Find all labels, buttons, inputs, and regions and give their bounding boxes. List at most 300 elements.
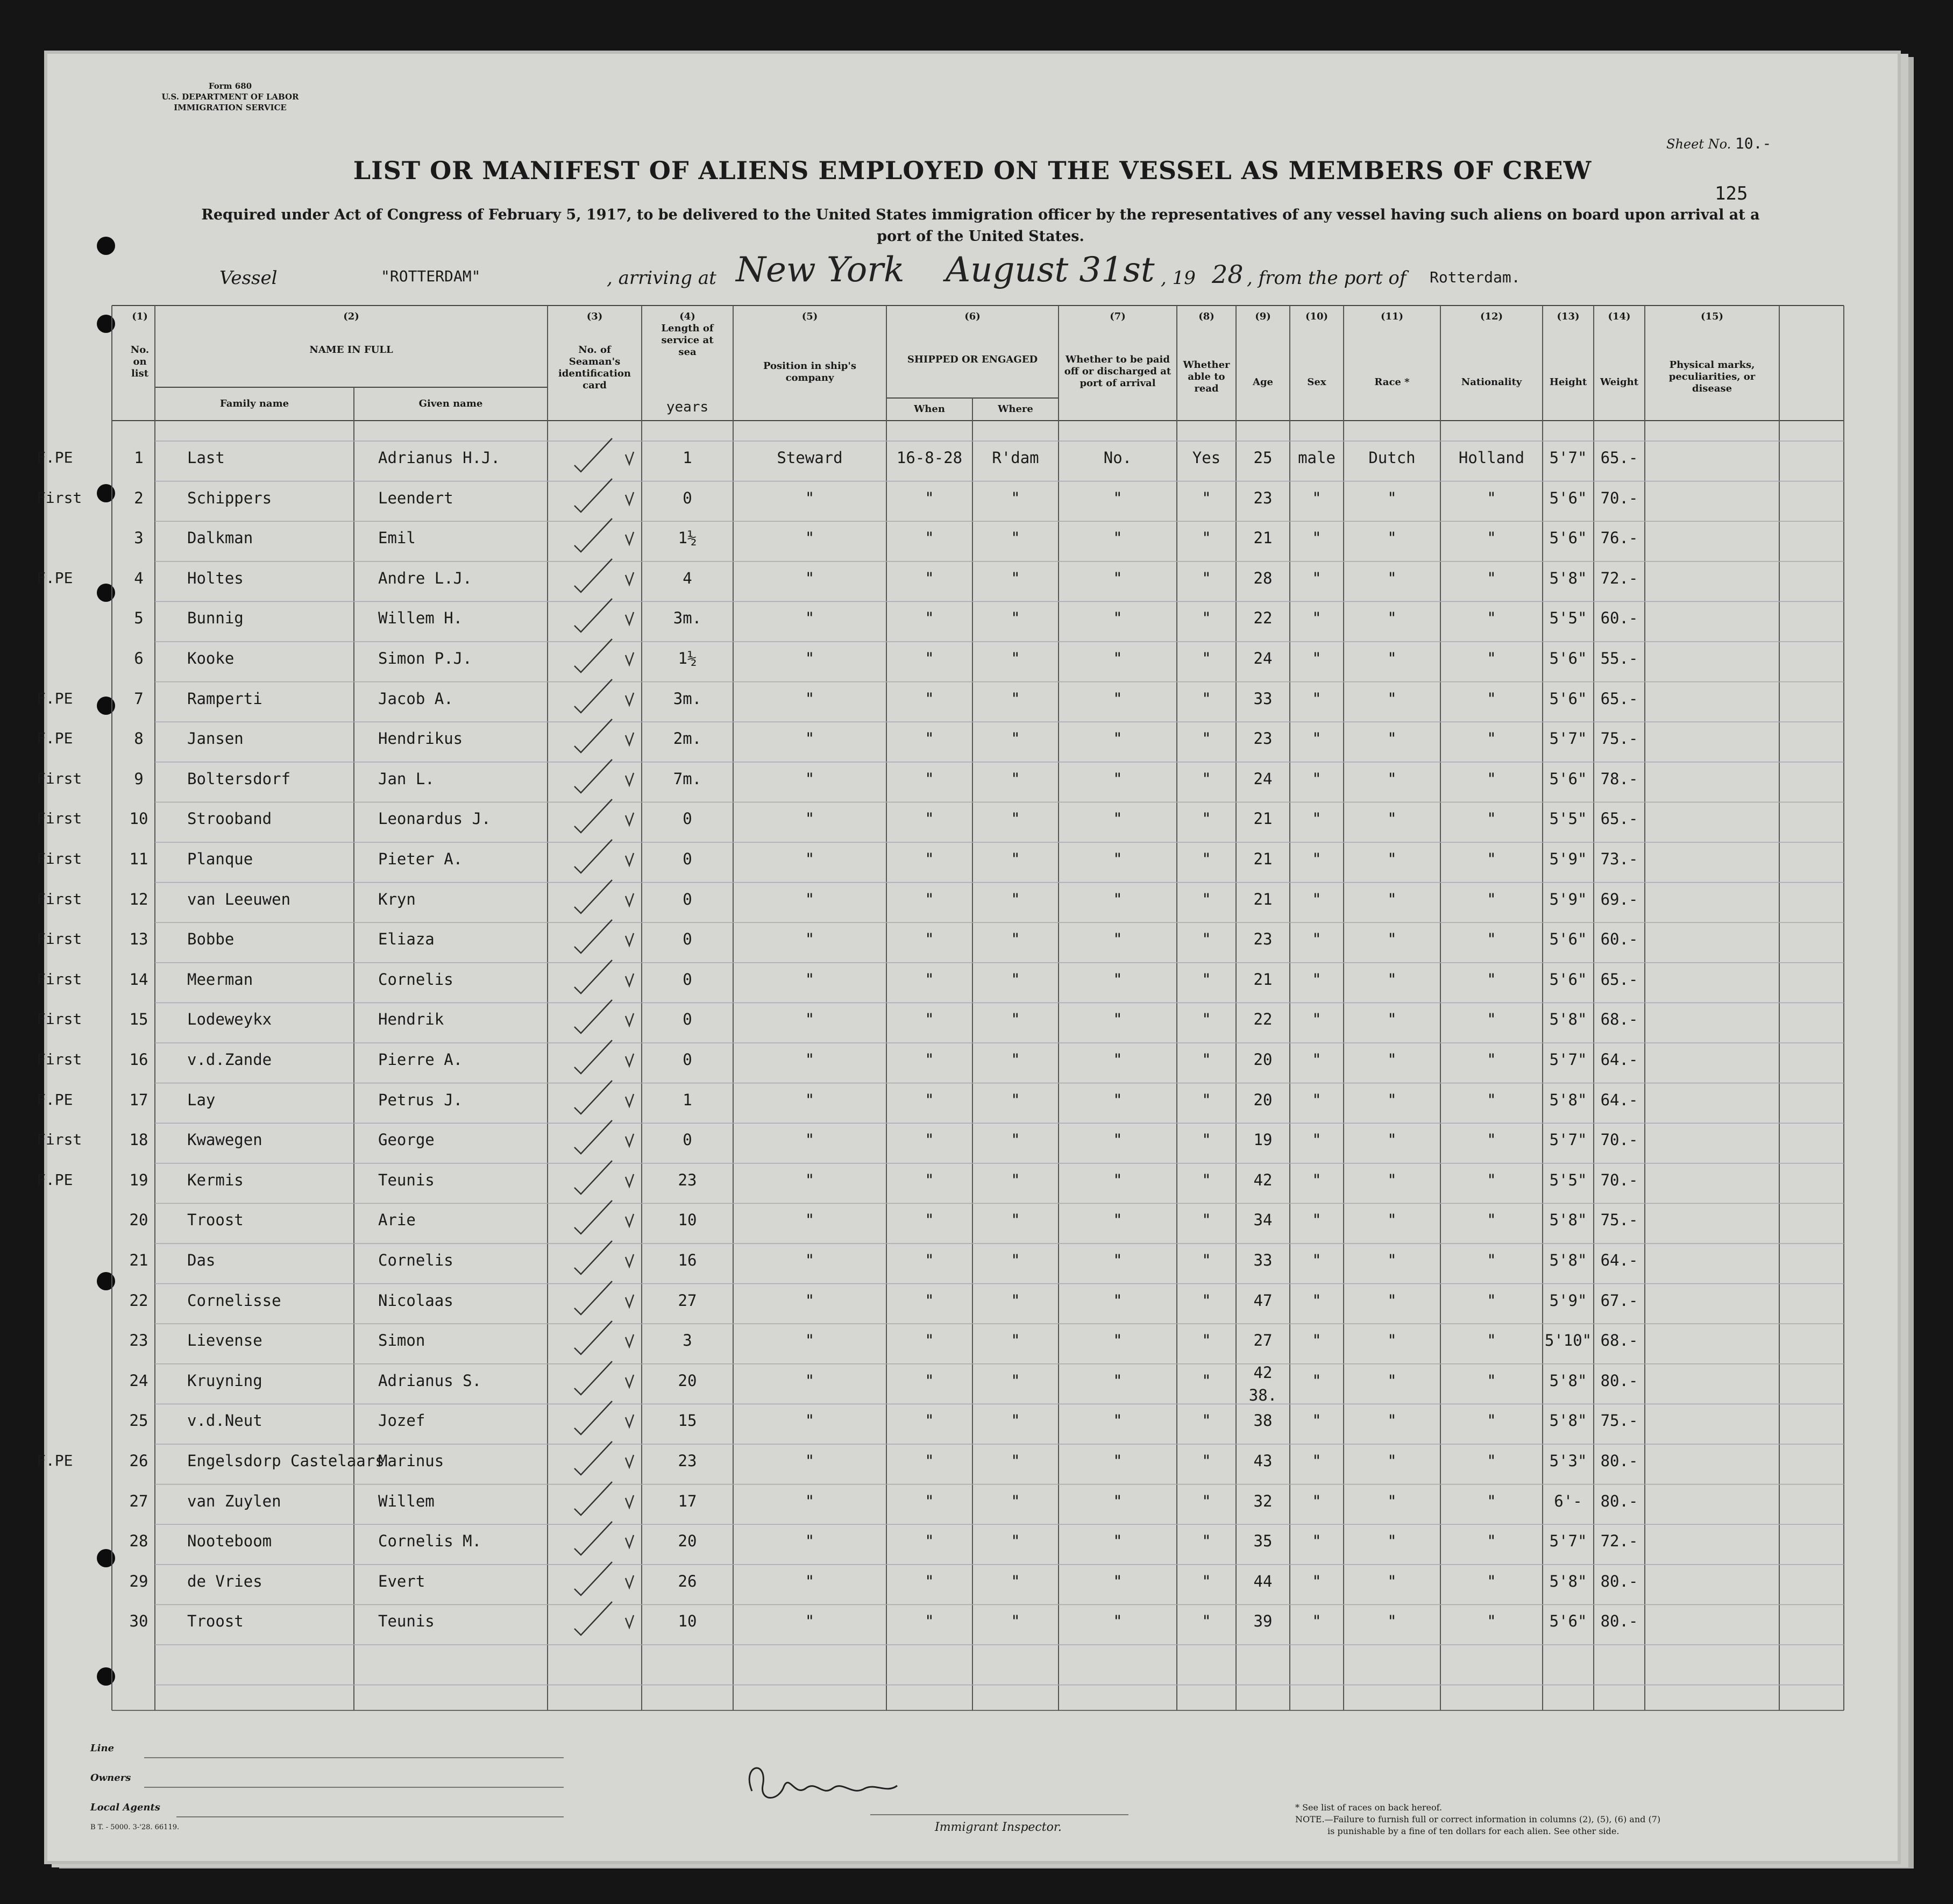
shipped-where: " [1011,649,1020,667]
family-name: van Zuylen [187,1491,281,1510]
able-to-read: " [1202,1170,1211,1189]
check-mark-icon [564,473,666,516]
family-name: Planque [187,850,253,868]
col-9-number: (9) [1255,311,1271,322]
shipped-where: " [1011,850,1020,868]
paid-off: " [1113,609,1123,628]
given-name: Teunis [378,1612,435,1631]
weight: 65.- [1600,689,1638,708]
able-to-read: Yes [1192,449,1221,467]
paid-off: " [1113,729,1123,748]
given-name: Simon P.J. [378,649,472,667]
weight: 65.- [1600,809,1638,828]
shipped-when: " [925,1131,934,1149]
sex: " [1312,1211,1322,1230]
weight: 80.- [1600,1371,1638,1390]
race: " [1387,1090,1397,1109]
shipped-when: " [925,1170,934,1189]
paid-off: " [1113,769,1123,788]
age: 38 [1253,1411,1273,1430]
race: " [1387,850,1397,868]
col-6a-header: When [914,403,945,415]
row-number: 15 [129,1010,148,1029]
nationality: " [1487,1050,1496,1069]
check-mark-icon [564,955,666,998]
paid-off: " [1113,850,1123,868]
able-to-read: " [1202,1211,1211,1230]
shipped-where: " [1011,970,1020,989]
sea-service: 0 [683,930,692,949]
age: 44 [1253,1572,1273,1590]
able-to-read: " [1202,1010,1211,1029]
sea-service: 20 [678,1371,697,1390]
shipped-where: " [1011,609,1020,628]
family-name: Dalkman [187,529,253,548]
sea-service: 3m. [673,609,702,628]
shipped-where: " [1011,729,1020,748]
position: " [805,649,815,667]
able-to-read: " [1202,569,1211,587]
able-to-read: " [1202,1371,1211,1390]
row-number: 30 [129,1612,148,1631]
arriving-port: New York [736,250,905,290]
sex: " [1312,609,1322,628]
nationality: " [1487,609,1496,628]
position: " [805,1532,815,1551]
position: " [805,1331,815,1350]
race: " [1387,729,1397,748]
class-prefix: First [37,850,82,868]
race: " [1387,930,1397,949]
nationality: " [1487,1131,1496,1149]
height: 5'5" [1549,1170,1587,1189]
col-6-header: SHIPPED OR ENGAGED [907,354,1038,365]
paid-off: " [1113,1050,1123,1069]
footer-rules [144,1748,574,1818]
weight: 72.- [1600,1532,1638,1551]
sex: " [1312,1291,1322,1310]
from-port: Rotterdam. [1430,268,1521,286]
year-hand: 28 [1212,260,1244,289]
family-name: Boltersdorf [187,769,291,788]
age: 21 [1253,809,1273,828]
age: 42 [1253,1170,1273,1189]
height: 5'10" [1544,1331,1592,1350]
service: IMMIGRATION SERVICE [174,103,287,112]
weight: 75.- [1600,1411,1638,1430]
shipped-where: " [1011,1010,1020,1029]
row-number: 21 [129,1251,148,1269]
weight: 65.- [1600,449,1638,467]
row-number: 23 [129,1331,148,1350]
age: 27 [1253,1331,1273,1350]
col-12-number: (12) [1480,311,1503,322]
age-overwritten: 38. [1248,1386,1277,1404]
race: " [1387,970,1397,989]
shipped-where: " [1011,1050,1020,1069]
page-title: LIST OR MANIFEST OF ALIENS EMPLOYED ON THE VESSEL AS MEMBERS OF CREW [353,156,1592,185]
nationality: " [1487,649,1496,667]
shipped-when: " [925,1572,934,1590]
race: " [1387,689,1397,708]
age: 23 [1253,930,1273,949]
given-name: Evert [378,1572,425,1590]
col-15-number: (15) [1700,311,1724,322]
row-number: 17 [129,1090,148,1109]
weight: 60.- [1600,609,1638,628]
check-mark-icon [564,1195,666,1238]
height: 5'8" [1549,1371,1587,1390]
nationality: " [1487,890,1496,908]
age: 47 [1253,1291,1273,1310]
given-name: Jacob A. [378,689,453,708]
height: 5'7" [1549,1532,1587,1551]
col-4-header: Length of service at sea [661,323,714,358]
shipped-where: " [1011,1411,1020,1430]
shipped-when: " [925,850,934,868]
class-prefix: First [37,1010,82,1028]
race: " [1387,769,1397,788]
family-name: v.d.Neut [187,1411,262,1430]
sea-service: 0 [683,488,692,507]
shipped-when: " [925,1331,934,1350]
row-number: 18 [129,1131,148,1149]
age: 33 [1253,1251,1273,1269]
nationality: " [1487,1010,1496,1029]
class-prefix: First [37,930,82,948]
row-number: 28 [129,1532,148,1551]
row-number: 8 [134,729,144,748]
race: " [1387,1491,1397,1510]
from-label: , from the port of [1247,267,1407,289]
shipped-when: " [925,1612,934,1631]
nationality: " [1487,769,1496,788]
class-prefix: First [37,970,82,988]
sex: " [1312,1491,1322,1510]
nationality: " [1487,569,1496,587]
able-to-read: " [1202,1612,1211,1631]
position: " [805,1491,815,1510]
page-stamp-number: 125 [1715,183,1748,204]
sea-service: 0 [683,1050,692,1069]
family-name: Jansen [187,729,244,748]
shipped-when: " [925,1050,934,1069]
weight: 80.- [1600,1491,1638,1510]
weight: 80.- [1600,1572,1638,1590]
paid-off: " [1113,809,1123,828]
sex: " [1312,1572,1322,1590]
given-name: Willem [378,1491,435,1510]
shipped-where: " [1011,1211,1020,1230]
family-name: Lodeweykx [187,1010,272,1029]
race: " [1387,1251,1397,1269]
row-number: 22 [129,1291,148,1310]
sex: " [1312,488,1322,507]
family-name: Lievense [187,1331,262,1350]
vessel-name: "ROTTERDAM" [381,267,481,285]
able-to-read: " [1202,1291,1211,1310]
sea-service: 16 [678,1251,697,1269]
col-13-header: Height [1549,376,1587,388]
manifest-page [37,54,1898,1861]
class-prefix: F.PE [37,1170,73,1189]
col-13-number: (13) [1557,311,1580,322]
check-mark-icon [564,834,666,877]
paid-off: " [1113,1010,1123,1029]
shipped-where: " [1011,1251,1020,1269]
sea-service: 1½ [678,649,697,667]
shipped-when: " [925,529,934,548]
col-8-header: Whether able to read [1183,359,1230,394]
paid-off: " [1113,1211,1123,1230]
col-2a-header: Family name [219,398,289,409]
owners-label: Owners [90,1772,131,1784]
family-name: van Leeuwen [187,890,291,908]
height: 5'9" [1549,850,1587,868]
line-label: Line [90,1743,115,1754]
age: 24 [1253,769,1273,788]
position: " [805,529,815,548]
check-mark-icon [564,754,666,797]
given-name: Simon [378,1331,425,1350]
family-name: Troost [187,1211,244,1230]
class-prefix: First [37,890,82,908]
paid-off: " [1113,1491,1123,1510]
family-name: Bunnig [187,609,244,628]
age: 21 [1253,890,1273,908]
weight: 64.- [1600,1251,1638,1269]
row-number: 13 [129,930,148,949]
inspector-rule [870,1813,1139,1818]
check-mark-icon [564,433,666,476]
height: 5'6" [1549,488,1587,507]
family-name: Schippers [187,488,272,507]
position: " [805,890,815,908]
weight: 80.- [1600,1612,1638,1631]
row-number: 11 [129,850,148,868]
check-mark-icon [564,875,666,918]
race: Dutch [1368,449,1416,467]
sea-service: 4 [683,569,692,587]
check-mark-icon [564,634,666,677]
able-to-read: " [1202,970,1211,989]
col-5-header: Position in ship's company [763,360,857,383]
check-mark-icon [564,914,666,957]
inspector-label: Immigrant Inspector. [935,1821,1062,1834]
sea-service: 1 [683,1090,692,1109]
shipped-where: " [1011,569,1020,587]
col-12-header: Nationality [1461,376,1522,388]
col-2b-header: Given name [418,398,483,409]
family-name: Strooband [187,809,272,828]
shipped-where: " [1011,1491,1020,1510]
sea-service: 0 [683,1010,692,1029]
paid-off: " [1113,649,1123,667]
shipped-when: " [925,930,934,949]
given-name: Andre L.J. [378,569,472,587]
sea-service: 0 [683,890,692,908]
position: " [805,689,815,708]
row-number: 7 [134,689,144,708]
sex: " [1312,1090,1322,1109]
row-number: 29 [129,1572,148,1590]
family-name: Das [187,1251,216,1269]
family-name: Ramperti [187,689,262,708]
col-4-unit: years [666,399,709,415]
position: " [805,769,815,788]
height: 5'6" [1549,1612,1587,1631]
sex: " [1312,1371,1322,1390]
shipped-where: " [1011,890,1020,908]
sea-service: 23 [678,1452,697,1470]
able-to-read: " [1202,930,1211,949]
sex: " [1312,529,1322,548]
sex: " [1312,1452,1322,1470]
paid-off: " [1113,1411,1123,1430]
able-to-read: " [1202,890,1211,908]
class-prefix: F.PE [37,569,73,587]
shipped-when: " [925,649,934,667]
nationality: " [1487,930,1496,949]
race: " [1387,1411,1397,1430]
able-to-read: " [1202,1532,1211,1551]
sex: " [1312,1411,1322,1430]
paid-off: " [1113,1331,1123,1350]
race: " [1387,1452,1397,1470]
weight: 70.- [1600,488,1638,507]
weight: 75.- [1600,729,1638,748]
nationality: " [1487,1371,1496,1390]
sea-service: 27 [678,1291,697,1310]
check-mark-icon [564,1075,666,1118]
race: " [1387,1371,1397,1390]
check-mark-icon [564,1316,666,1359]
sea-service: 1½ [678,529,697,548]
family-name: Lay [187,1090,216,1109]
age: 39 [1253,1612,1273,1631]
position: " [805,809,815,828]
height: 5'6" [1549,649,1587,667]
nationality: " [1487,850,1496,868]
shipped-when: " [925,970,934,989]
race: " [1387,1572,1397,1590]
nationality: " [1487,1452,1496,1470]
height: 5'5" [1549,809,1587,828]
nationality: " [1487,1090,1496,1109]
race: " [1387,1050,1397,1069]
check-mark-icon [564,1035,666,1078]
row-number: 3 [134,529,144,548]
able-to-read: " [1202,1090,1211,1109]
vessel-label: Vessel [219,267,278,289]
weight: 67.- [1600,1291,1638,1310]
col-2-number: (2) [343,311,359,322]
weight: 64.- [1600,1050,1638,1069]
nationality: " [1487,488,1496,507]
age: 21 [1253,970,1273,989]
shipped-when: " [925,809,934,828]
given-name: Marinus [378,1452,444,1470]
given-name: Teunis [378,1170,435,1189]
height: 5'8" [1549,569,1587,587]
shipped-when: " [925,1411,934,1430]
class-prefix: F.PE [37,449,73,466]
age: 43 [1253,1452,1273,1470]
age: 23 [1253,488,1273,507]
check-mark-icon [564,1276,666,1319]
row-number: 10 [129,809,148,828]
weight: 73.- [1600,850,1638,868]
shipped-when: " [925,1452,934,1470]
sea-service: 17 [678,1491,697,1510]
race: " [1387,809,1397,828]
weight: 75.- [1600,1211,1638,1230]
nationality: " [1487,1331,1496,1350]
row-number: 9 [134,769,144,788]
class-prefix: First [37,1050,82,1068]
family-name: Troost [187,1612,244,1631]
weight: 70.- [1600,1131,1638,1149]
department: U.S. DEPARTMENT OF LABOR [161,92,299,102]
sex: " [1312,1532,1322,1551]
nationality: " [1487,970,1496,989]
shipped-when: " [925,609,934,628]
family-name: Bobbe [187,930,235,949]
able-to-read: " [1202,529,1211,548]
shipped-where: " [1011,1090,1020,1109]
row-number: 19 [129,1170,148,1189]
shipped-when: " [925,569,934,587]
col-6b-header: Where [998,403,1033,415]
sex: " [1312,970,1322,989]
position: " [805,1452,815,1470]
paid-off: " [1113,1572,1123,1590]
check-mark-icon [564,794,666,837]
check-mark-icon [564,1596,666,1639]
position: " [805,1612,815,1631]
row-number: 2 [134,488,144,507]
given-name: Jozef [378,1411,425,1430]
race: " [1387,1010,1397,1029]
shipped-when: " [925,1251,934,1269]
height: 5'8" [1549,1572,1587,1590]
height: 5'8" [1549,1211,1587,1230]
class-prefix: F.PE [37,1452,73,1469]
sex: " [1312,850,1322,868]
given-name: Adrianus S. [378,1371,482,1390]
height: 5'6" [1549,689,1587,708]
col-1-number: (1) [132,311,148,322]
position: Steward [777,449,843,467]
check-mark-icon [564,1115,666,1158]
col-14-number: (14) [1608,311,1631,322]
row-number: 20 [129,1211,148,1230]
shipped-where: " [1011,1532,1020,1551]
position: " [805,729,815,748]
height: 5'9" [1549,1291,1587,1310]
given-name: Petrus J. [378,1090,463,1109]
col-15-header: Physical marks, peculiarities, or disease [1668,359,1756,394]
position: " [805,1211,815,1230]
family-name: Nooteboom [187,1532,272,1551]
shipped-when: " [925,769,934,788]
weight: 65.- [1600,970,1638,989]
race: " [1387,529,1397,548]
height: 5'7" [1549,729,1587,748]
age: 22 [1253,1010,1273,1029]
paid-off: " [1113,1532,1123,1551]
able-to-read: " [1202,1050,1211,1069]
